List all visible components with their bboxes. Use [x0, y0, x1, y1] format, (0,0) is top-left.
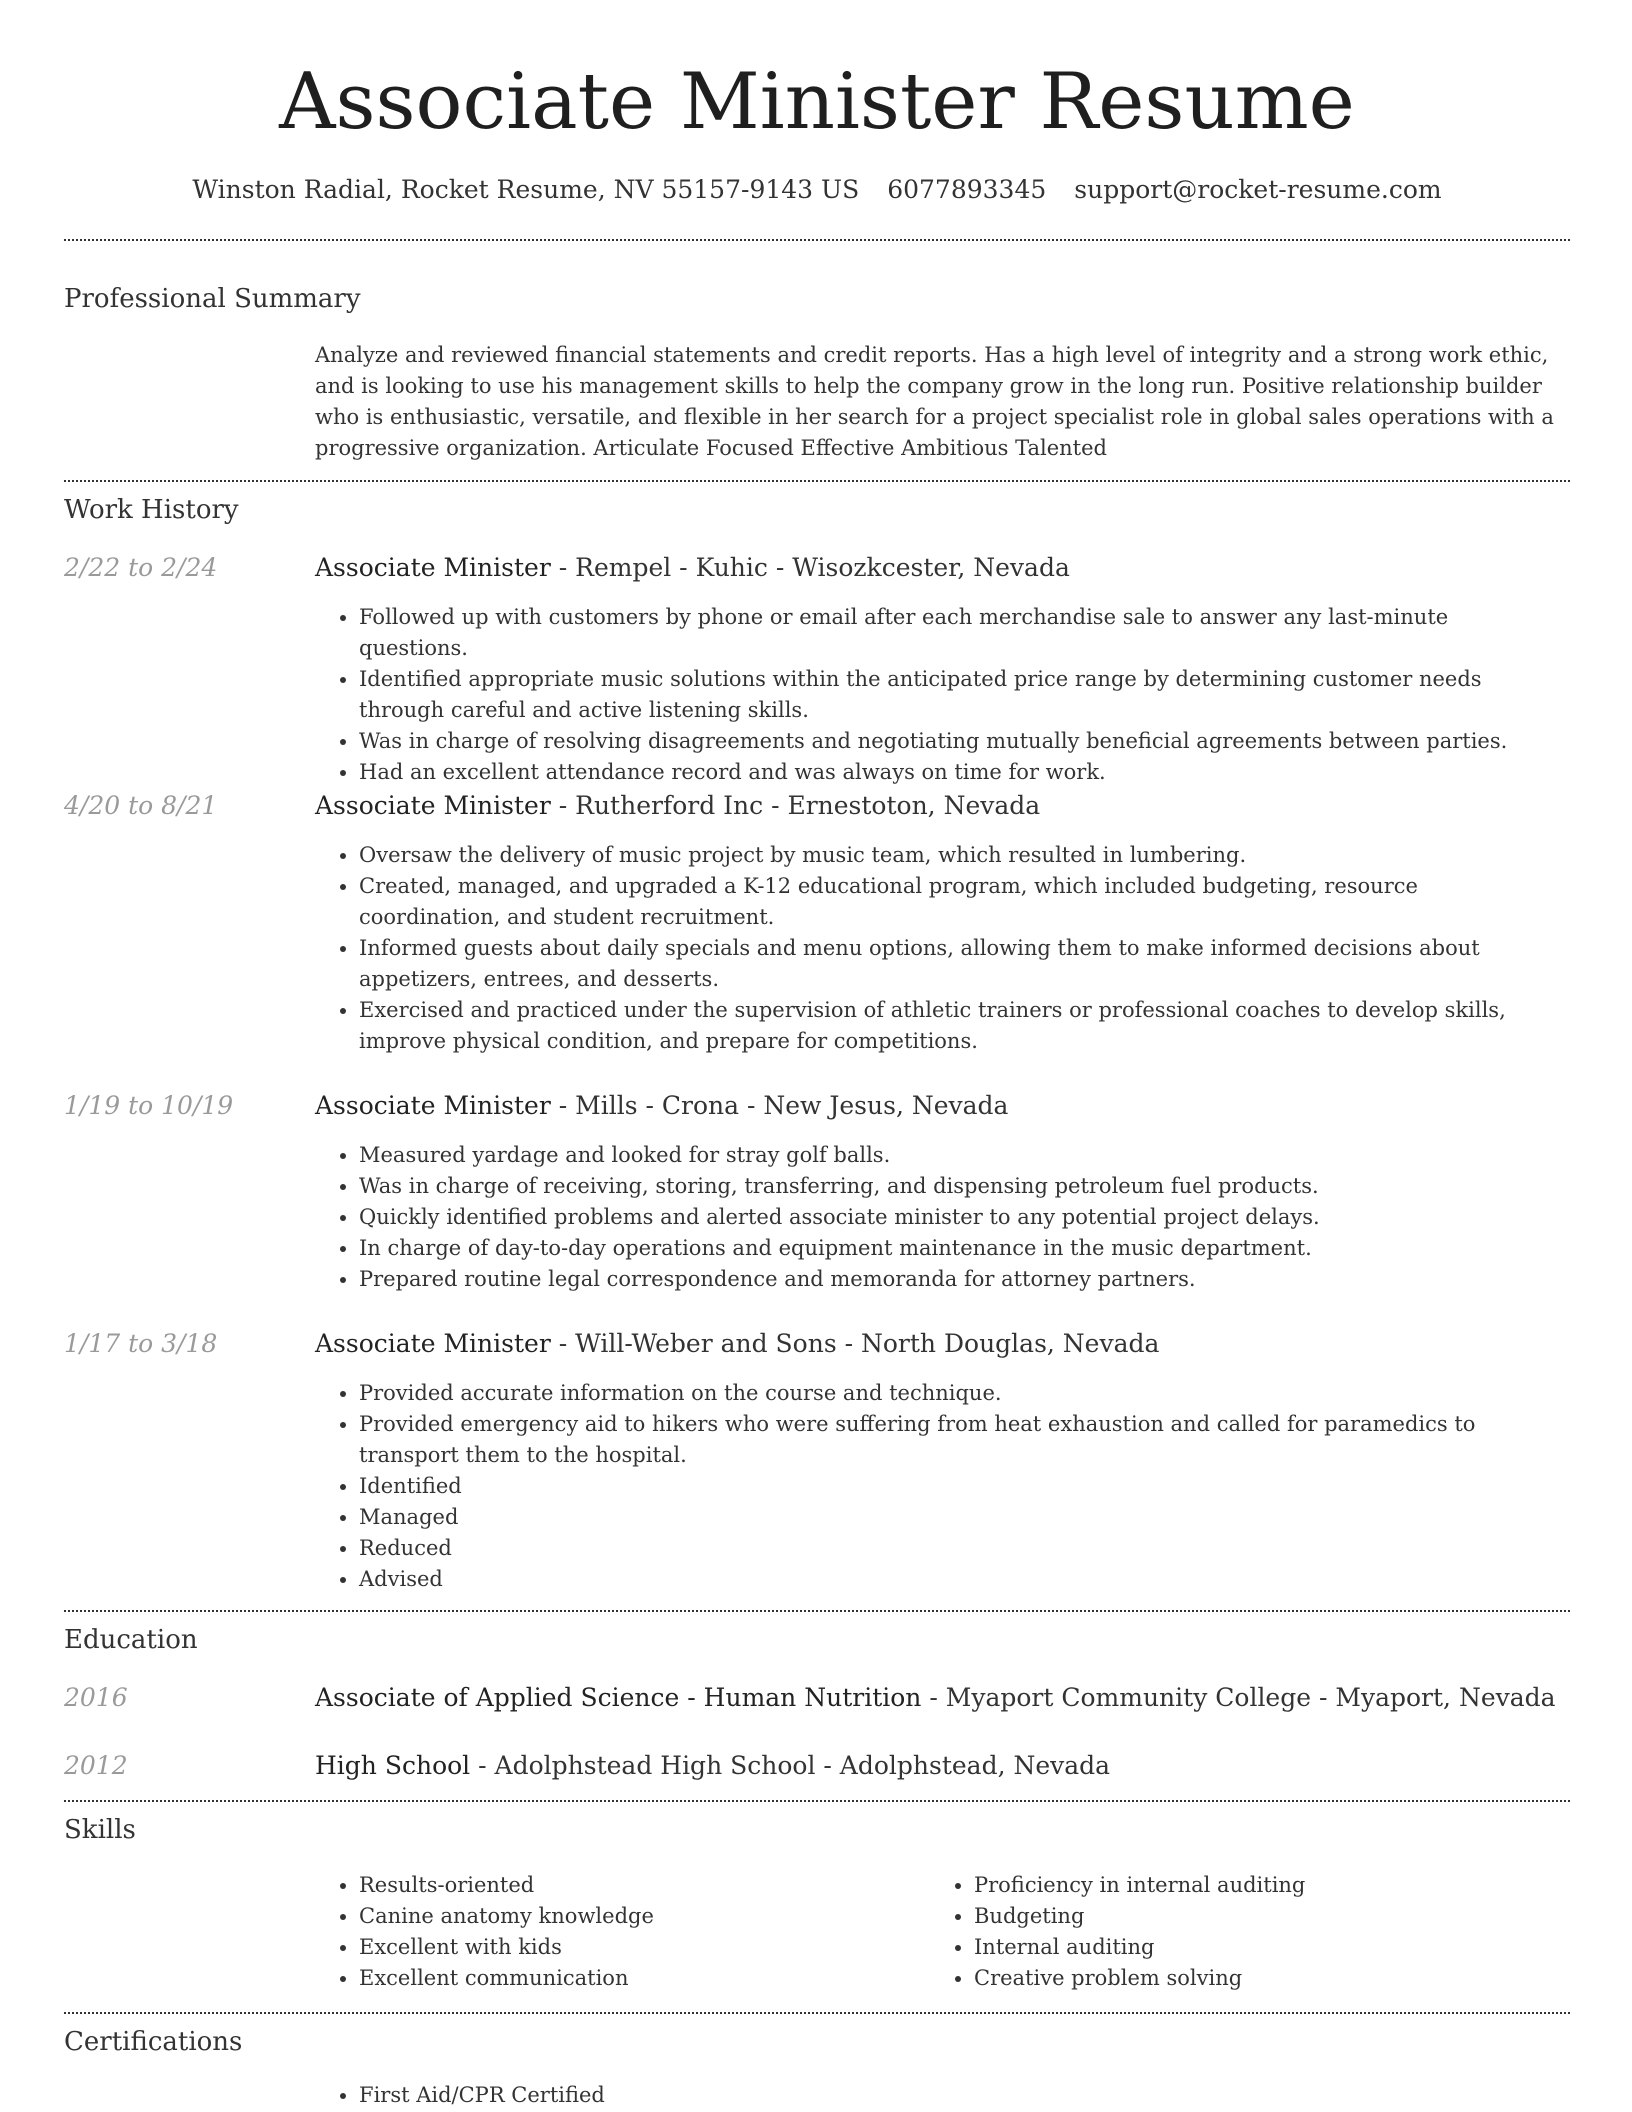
contact-phone: 6077893345: [887, 175, 1047, 204]
list-item: • Reduced: [359, 1533, 1555, 1564]
skills-list-left: [315, 1870, 929, 1994]
list-item: • In charge of day-to-day operations and equipment maintenance in the music department.: [359, 1233, 1555, 1264]
job-company: - Will-Weber and Sons - North Douglas, Nevada: [550, 1329, 1160, 1358]
education-heading: Education: [64, 1625, 198, 1655]
skill-item: • Excellent communication: [359, 1963, 929, 1994]
skill-item: • Canine anatomy knowledge: [359, 1901, 929, 1932]
list-item: • Was in charge of receiving, storing, transferring, and dispensing petroleum fuel products.: [359, 1171, 1555, 1202]
skill-item: • Excellent with kids: [359, 1932, 929, 1963]
education-degree: High School: [315, 1751, 471, 1780]
section-divider: [64, 1800, 1570, 1802]
summary-text: Analyze and reviewed financial statements and credit reports. Has a high level of integrity and a strong work ethic, and is looking to use his management skills to help the company grow in the long run. Positive relationship builder who is enthusiastic, versatile, and flexible in her search for a project specialist role in global sales operations with a progressive organization. Articulate Focused Effective Ambitious Talented: [315, 343, 1554, 460]
contact-line: [64, 170, 1570, 210]
contact-address: Winston Radial, Rocket Resume, NV 55157-9143 US: [192, 175, 860, 204]
list-item: • Exercised and practiced under the supervision of athletic trainers or professional coaches to develop skills, improve physical condition, and prepare for competitions.: [359, 995, 1555, 1057]
list-item: • Identified appropriate music solutions within the anticipated price range by determining customer needs through careful and active listening skills.: [359, 664, 1555, 726]
list-item: • Prepared routine legal correspondence and memoranda for attorney partners.: [359, 1264, 1555, 1295]
job-role: Associate Minister: [315, 1329, 551, 1358]
job-role: Associate Minister: [315, 1091, 551, 1120]
education-year: 2016: [64, 1683, 128, 1712]
job-bullets: [315, 1140, 1555, 1295]
certifications-list: [315, 2080, 1555, 2111]
resume-title: Associate Minister Resume: [279, 57, 1355, 147]
skills-list-right: [930, 1870, 1554, 1994]
section-divider: [64, 239, 1570, 241]
education-entry: [315, 1680, 1556, 1716]
list-item: • Informed guests about daily specials and menu options, allowing them to make informed decisions about appetizers, entrees, and desserts.: [359, 933, 1555, 995]
section-divider: [64, 1610, 1570, 1612]
list-item: • First Aid/CPR Certified: [359, 2080, 1555, 2111]
education-degree: Associate of Applied Science - Human Nutrition: [315, 1683, 922, 1712]
contact-email[interactable]: support@rocket-resume.com: [1074, 175, 1442, 204]
list-item: • Oversaw the delivery of music project by music team, which resulted in lumbering.: [359, 840, 1555, 871]
job-role: Associate Minister: [315, 791, 551, 820]
job-company: - Mills - Crona - New Jesus, Nevada: [550, 1091, 1009, 1120]
job-bullets: [315, 1378, 1555, 1595]
skill-item: • Internal auditing: [974, 1932, 1554, 1963]
job-dates: 1/17 to 3/18: [64, 1329, 218, 1358]
list-item: • Followed up with customers by phone or email after each merchandise sale to answer any last-minute questions.: [359, 602, 1555, 664]
list-item: • Created, managed, and upgraded a K-12 educational program, which included budgeting, resource coordination, and student recruitment.: [359, 871, 1555, 933]
list-item: • Provided accurate information on the course and technique.: [359, 1378, 1555, 1409]
education-entry: [315, 1748, 1110, 1784]
skill-item: • Budgeting: [974, 1901, 1554, 1932]
skills-heading: Skills: [64, 1815, 136, 1845]
job-dates: 1/19 to 10/19: [64, 1091, 234, 1120]
list-item: • Quickly identified problems and alerted associate minister to any potential project delays.: [359, 1202, 1555, 1233]
job-title: [315, 788, 1040, 824]
skill-item: • Results-oriented: [359, 1870, 929, 1901]
job-title: [315, 1088, 1008, 1124]
summary-heading: Professional Summary: [64, 284, 361, 314]
job-bullets: [315, 602, 1555, 788]
education-school: - Adolphstead High School - Adolphstead, Nevada: [470, 1751, 1111, 1780]
job-company: - Rutherford Inc - Ernestoton, Nevada: [550, 791, 1041, 820]
list-item: • Identified: [359, 1471, 1555, 1502]
education-school: - Myaport Community College - Myaport, Nevada: [921, 1683, 1556, 1712]
section-divider: [64, 480, 1570, 482]
job-dates: 4/20 to 8/21: [64, 791, 218, 820]
list-item: • Managed: [359, 1502, 1555, 1533]
list-item: • Had an excellent attendance record and was always on time for work.: [359, 757, 1555, 788]
job-role: Associate Minister: [315, 553, 551, 582]
list-item: • Provided emergency aid to hikers who were suffering from heat exhaustion and called for paramedics to transport them to the hospital.: [359, 1409, 1555, 1471]
section-divider: [64, 2012, 1570, 2014]
list-item: • Measured yardage and looked for stray golf balls.: [359, 1140, 1555, 1171]
skill-item: • Proficiency in internal auditing: [974, 1870, 1554, 1901]
education-year: 2012: [64, 1751, 128, 1780]
job-title: [315, 1326, 1159, 1362]
list-item: • Advised: [359, 1564, 1555, 1595]
job-bullets: [315, 840, 1555, 1057]
job-title: [315, 550, 1070, 586]
list-item: • Was in charge of resolving disagreements and negotiating mutually beneficial agreements between parties.: [359, 726, 1555, 757]
work-history-heading: Work History: [64, 495, 239, 525]
skill-item: • Creative problem solving: [974, 1963, 1554, 1994]
job-dates: 2/22 to 2/24: [64, 553, 218, 582]
job-company: - Rempel - Kuhic - Wisozkcester, Nevada: [550, 553, 1070, 582]
certifications-heading: Certifications: [64, 2027, 243, 2057]
